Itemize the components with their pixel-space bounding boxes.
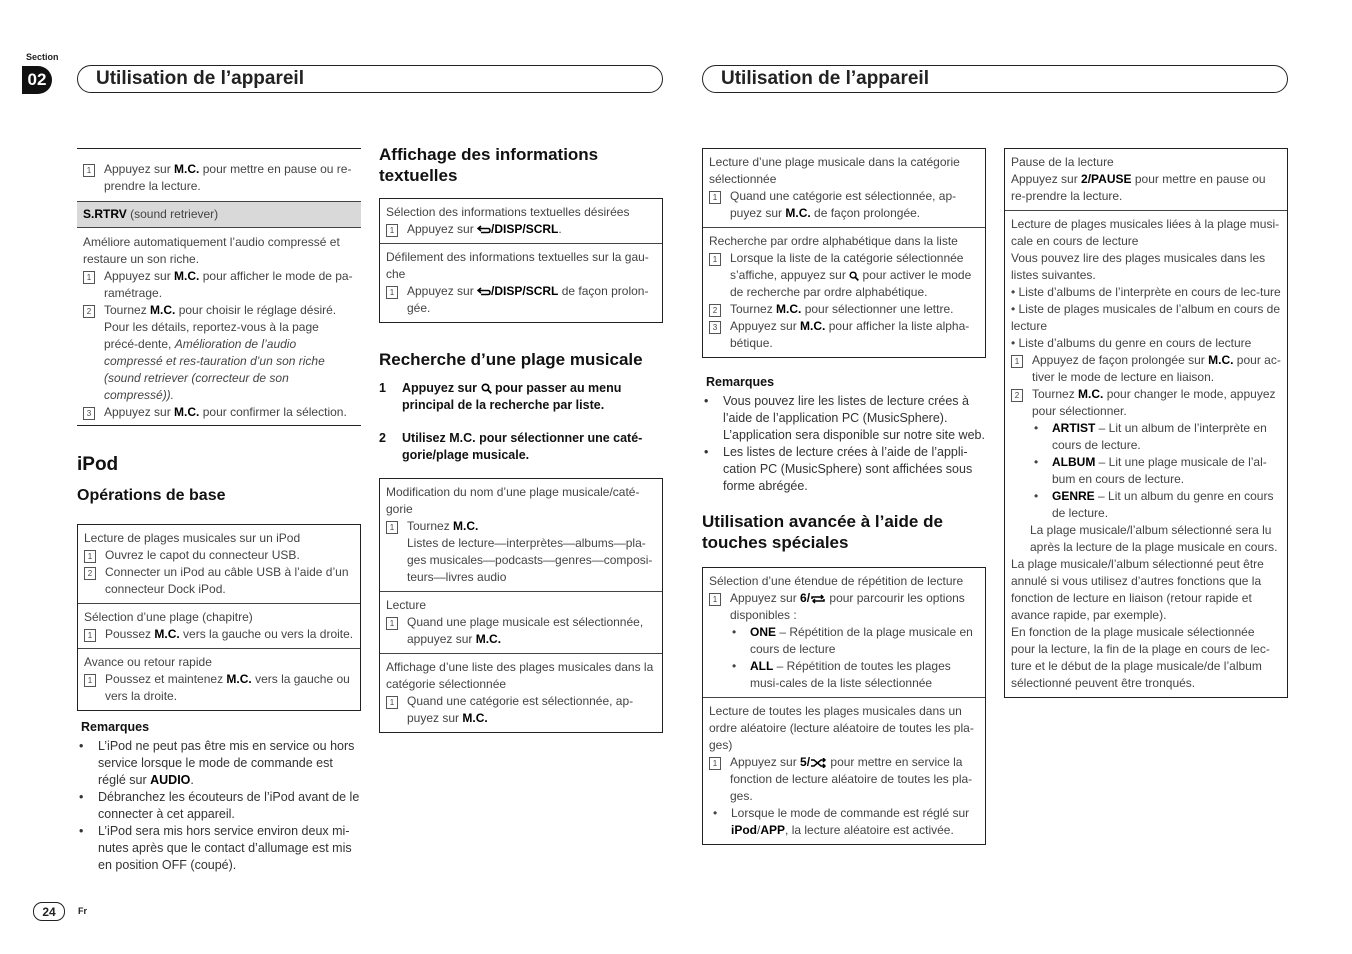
shuffle-icon [810,758,827,768]
page-number: 24 [33,902,65,921]
back-arrow-icon [477,225,491,234]
remarks-list [702,393,986,495]
table-cell: Recherche par ordre alphabétique dans la liste 1 Lorsque la liste de la catégorie sélectionnée s’affiche, appuyez sur pour activer le mode de recherche par ordre alphabétique. 2 Tournez M.C. pour sélectionner une lettre. 3 Appuyez sur M.C. pour afficher la liste alpha-bétique. [709,234,972,350]
text-info-heading: Affichage des informations textuelles [379,145,599,185]
list-item: • Les listes de lecture crées à l’aide de l’appli-cation PC (MusicSphere) sont affichées sous forme abrégée. [704,445,973,493]
table-cell: Sélection des informations textuelles désirées 1 Appuyez sur /DISP/SCRL. [380,199,662,244]
section-label: Section [26,52,59,62]
playback-table [1004,148,1288,698]
step: 3 Appuyez sur M.C. pour confirmer la sélection. [83,404,355,421]
srtrv-heading: S.RTRV (sound retriever) [77,201,361,228]
step: 2 Tournez M.C. pour choisir le réglage désiré. Pour les détails, reportez-vous à la page précé-dente, Amélioration de l’audio compressé et res-tauration d’un son riche (sound retriever (correcteur de son compressé)). [83,302,355,404]
pause-step-block [77,148,361,201]
ipod-heading: iPod [77,454,119,475]
ipod-operations-table [77,524,361,711]
remarks-list [77,738,361,874]
list-item: • Vous pouvez lire les listes de lecture crées à l’aide de l’application PC (MusicSphere). L’application sera disponible sur notre site web. [704,394,985,442]
language-code: Fr [78,906,87,916]
search-step-1: 1 Appuyez sur pour passer au menu principal de la recherche par liste. [379,381,622,412]
basic-operations-heading: Opérations de base [77,487,226,504]
column-3 [702,148,986,845]
srtrv-description: Améliore automatiquement l’audio compressé et restaure un son riche. [83,235,340,266]
column-1 [77,148,361,874]
right-page-title: Utilisation de l’appareil [702,65,1288,93]
table-cell: Sélection d’une plage (chapitre) 1 Poussez M.C. vers la gauche ou vers la droite. [78,604,360,649]
remarks-heading: Remarques [81,720,150,734]
list-item: • L’iPod sera mis hors service environ deux mi-nutes après que le contact d’allumage est mis en position OFF (coupé). [79,824,352,872]
table-cell: Lecture de plages musicales liées à la plage musi-cale en cours de lecture Vous pouvez lire des plages musicales dans les listes suivantes. • Liste d’albums de l’interprète en cours de lec-ture • Liste de plages musicales de l’album en cours de lecture • Liste d’albums du genre en cours de lecture 1 Appuyez de façon prolongée sur M.C. pour ac-tiver le mode de lecture en liaison. 2 Tournez M.C. pour changer le mode, appuyez pour sélectionner. • ARTIST – Lit un album de l’interprète en cours de lecture. • ALBUM – Lit une plage musicale de l’al-bum en cours de lecture. • GENRE – Lit un album du genre en cours de lecture. La plage musicale/l’album sélectionné sera lu après la lecture de la plage musicale en cours. La plage musicale/l’album sélectionné peut être annulé si vous utilisez d’autres fonctions que la fonction de lecture en liaison (retour rapide et avance rapide, par exemple). En fonction de la plage musicale sélectionnée pour la lecture, la fin de la plage en cours de lec-ture et le début de la plage musicale/de l’album sélectionné peuvent être tronqués. [1011,217,1281,690]
search-heading: Recherche d’une plage musicale [379,350,643,369]
step: 1 Appuyez sur M.C. pour mettre en pause ou re-prendre la lecture. [83,161,355,195]
search-table [379,478,663,733]
table-cell: Avance ou retour rapide 1 Poussez et maintenez M.C. vers la gauche ou vers la droite. [84,655,350,703]
advanced-heading: Utilisation avancée à l’aide de touches spéciales [702,512,943,552]
table-cell: Lecture de plages musicales sur un iPod 1 Ouvrez le capot du connecteur USB. 2 Connecter un iPod au câble USB à l’aide d’un connecteur Dock iPod. [78,525,360,604]
table-cell: Défilement des informations textuelles sur la gau-che 1 Appuyez sur /DISP/SCRL de façon prolon-gée. [386,250,649,315]
step: 1 Appuyez sur M.C. pour afficher le mode de pa-ramétrage. [83,268,355,302]
column-4 [1004,148,1288,698]
column-2 [379,144,663,733]
search-icon [849,271,859,281]
table-cell: Modification du nom d’une plage musicale/caté-gorie 1 Tournez M.C. Listes de lecture—interprètes—albums—pla-ges musicales—podcasts—genres—composi-teurs—livres audio [380,479,662,592]
back-arrow-icon [477,287,491,296]
table-cell: Lecture de toutes les plages musicales dans un ordre aléatoire (lecture aléatoire de toutes les pla-ges) 1 Appuyez sur 5/ pour mettre en service la fonction de lecture aléatoire de toutes les pla-ges. • Lorsque le mode de commande est réglé sur iPod/APP, la lecture aléatoire est activée. [709,704,974,837]
search-icon [481,383,492,394]
special-keys-table [702,567,986,845]
step-number: 1 [83,164,95,177]
list-item: • L’iPod ne peut pas être mis en service ou hors service lorsque le mode de commande est réglé sur AUDIO. [79,739,355,787]
table-cell: Affichage d’une liste des plages musicales dans la catégorie sélectionnée 1 Quand une catégorie est sélectionnée, ap-puyez sur M.C. [386,660,654,725]
text-info-table [379,198,663,323]
table-cell: Sélection d’une étendue de répétition de lecture 1 Appuyez sur 6/ pour parcourir les options disponibles : • ONE – Répétition de la plage musicale en cours de lecture • ALL – Répétition de toutes les plages musi-cales de la liste sélectionnée [703,568,985,698]
search-step-2: 2 Utilisez M.C. pour sélectionner une caté-gorie/plage musicale. [379,431,643,462]
section-number-tab: 02 [22,66,52,94]
list-table [702,148,986,358]
list-item: • Débranchez les écouteurs de l’iPod avant de le connecter à cet appareil. [79,790,360,821]
srtrv-block [77,228,361,426]
table-cell: Pause de la lecture Appuyez sur 2/PAUSE pour mettre en pause ou re-prendre la lecture. [1005,149,1287,211]
left-page-title: Utilisation de l’appareil [77,65,663,93]
table-cell: Lecture d’une plage musicale dans la catégorie sélectionnée 1 Quand une catégorie est sélectionnée, ap-puyez sur M.C. de façon prolongée. [703,149,985,228]
remarks-heading: Remarques [706,375,775,389]
table-cell: Lecture 1 Quand une plage musicale est sélectionnée, appuyez sur M.C. [380,592,662,654]
repeat-icon [810,594,826,604]
